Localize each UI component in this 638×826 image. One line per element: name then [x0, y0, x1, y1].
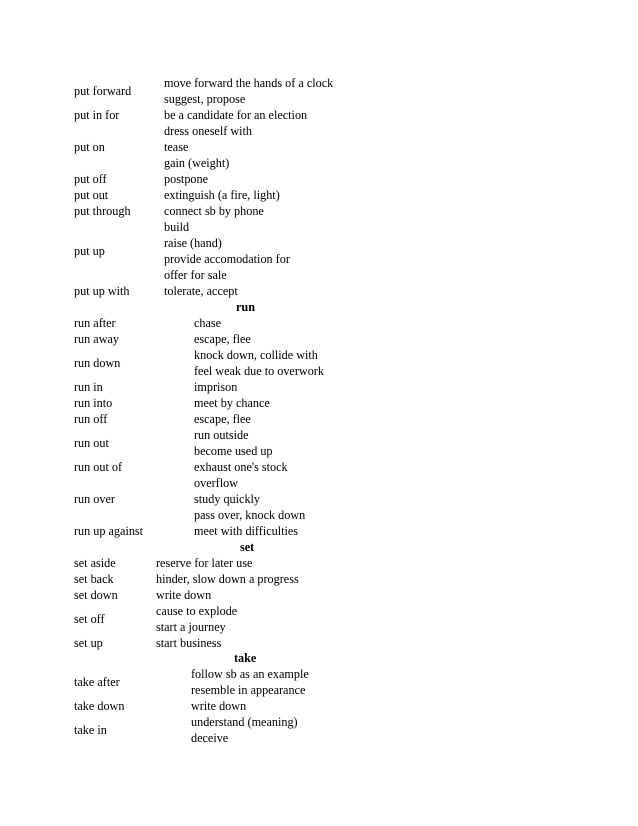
- entry-row: [74, 635, 564, 651]
- meaning: write down: [191, 699, 247, 713]
- meaning: connect sb by phone: [164, 204, 264, 218]
- entry-row: [74, 427, 564, 459]
- meaning: hinder, slow down a progress: [156, 572, 299, 586]
- phrasal-verb: set off: [74, 612, 105, 626]
- meanings: [156, 571, 299, 587]
- meanings: [194, 379, 237, 395]
- meaning: build: [164, 220, 190, 234]
- entry-row: [74, 459, 564, 475]
- meanings: [191, 714, 298, 746]
- entry-row: [74, 395, 564, 411]
- phrasal-verb: set back: [74, 572, 114, 586]
- phrasal-verb: put through: [74, 204, 131, 218]
- meaning: postpone: [164, 172, 209, 186]
- entry-row: [74, 347, 564, 379]
- phrasal-verb: take down: [74, 699, 125, 713]
- entry-row: [74, 315, 564, 331]
- meanings: [156, 555, 252, 571]
- meaning: start a journey: [156, 620, 226, 634]
- meaning: study quickly: [194, 492, 261, 506]
- meaning: overflow: [194, 476, 238, 490]
- meaning: tease: [164, 140, 189, 154]
- meaning: be a candidate for an election: [164, 108, 308, 122]
- meaning: deceive: [191, 731, 229, 745]
- meaning: provide accomodation for: [164, 252, 290, 266]
- meaning: become used up: [194, 444, 273, 458]
- meanings: [164, 75, 333, 107]
- meanings: [194, 523, 298, 539]
- meanings: [164, 283, 238, 299]
- meanings: [164, 123, 252, 171]
- phrasal-verb: set down: [74, 588, 118, 602]
- entry-row: [74, 603, 564, 635]
- meanings: [191, 666, 309, 698]
- meaning: pass over, knock down: [194, 508, 306, 522]
- entry-row: [74, 411, 564, 427]
- entry-row: [74, 475, 564, 523]
- meanings: [164, 187, 280, 203]
- phrasal-verb: put up: [74, 244, 105, 258]
- meanings: [194, 315, 221, 331]
- entry-row: [74, 379, 564, 395]
- meaning: feel weak due to overwork: [194, 364, 324, 378]
- meanings: [164, 219, 290, 283]
- phrasal-verb: put forward: [74, 84, 132, 98]
- meaning: understand (meaning): [191, 715, 298, 729]
- phrasal-verb: run after: [74, 316, 116, 330]
- phrasal-verb: run down: [74, 356, 121, 370]
- meaning: dress oneself with: [164, 124, 253, 138]
- phrasal-verb: run up against: [74, 524, 144, 538]
- phrasal-verb: run out of: [74, 460, 123, 474]
- meanings: [164, 171, 208, 187]
- entry-row: [74, 219, 564, 283]
- entry-row: [74, 75, 564, 107]
- entry-row: [74, 555, 564, 571]
- meaning: gain (weight): [164, 156, 230, 170]
- meanings: [156, 587, 211, 603]
- meaning: run outside: [194, 428, 249, 442]
- entry-row: [74, 714, 564, 746]
- entry-row: [74, 283, 564, 299]
- meanings: [194, 395, 270, 411]
- entry-row: [74, 698, 564, 714]
- phrasal-verb: put up with: [74, 284, 130, 298]
- phrasal-verb: run over: [74, 492, 115, 506]
- phrasal-verb: run into: [74, 396, 113, 410]
- meaning: imprison: [194, 380, 238, 394]
- phrasal-verb: run off: [74, 412, 108, 426]
- entry-row: [74, 123, 564, 171]
- meanings: [156, 635, 221, 651]
- phrasal-verb: take after: [74, 675, 120, 689]
- entry-row: [74, 203, 564, 219]
- meaning: meet by chance: [194, 396, 270, 410]
- meanings: [194, 459, 288, 475]
- phrasal-verb: run out: [74, 436, 109, 450]
- entry-row: [74, 587, 564, 603]
- section-heading: take: [234, 651, 257, 665]
- section-heading: run: [236, 300, 255, 314]
- entry-row: [74, 666, 564, 698]
- meaning: raise (hand): [164, 236, 222, 250]
- meanings: [194, 427, 273, 459]
- meanings: [191, 698, 246, 714]
- phrasal-verb: put out: [74, 188, 109, 202]
- meaning: extinguish (a fire, light): [164, 188, 280, 202]
- entry-row: [74, 571, 564, 587]
- phrasal-verb: put on: [74, 140, 105, 154]
- entry-row: [74, 107, 564, 123]
- meanings: [194, 475, 305, 523]
- meaning: start business: [156, 636, 222, 650]
- meaning: follow sb as an example: [191, 667, 309, 681]
- phrasal-verb: take in: [74, 723, 107, 737]
- meanings: [164, 203, 264, 219]
- section-heading: set: [240, 540, 255, 554]
- meanings: [194, 331, 251, 347]
- entry-row: [74, 523, 564, 539]
- meaning: suggest, propose: [164, 92, 246, 106]
- meaning: write down: [156, 588, 212, 602]
- meaning: escape, flee: [194, 332, 251, 346]
- meanings: [194, 347, 324, 379]
- meaning: offer for sale: [164, 268, 227, 282]
- meaning: knock down, collide with: [194, 348, 318, 362]
- meanings: [194, 411, 251, 427]
- meaning: reserve for later use: [156, 556, 253, 570]
- meaning: cause to explode: [156, 604, 238, 618]
- meanings: [164, 107, 307, 123]
- entry-row: [74, 331, 564, 347]
- entry-row: [74, 171, 564, 187]
- phrasal-verb: set up: [74, 636, 103, 650]
- meaning: tolerate, accept: [164, 284, 238, 298]
- phrasal-verb: put off: [74, 172, 107, 186]
- meaning: meet with difficulties: [194, 524, 299, 538]
- entry-row: [74, 187, 564, 203]
- meaning: chase: [194, 316, 222, 330]
- meaning: move forward the hands of a clock: [164, 76, 334, 90]
- phrasal-verb: put in for: [74, 108, 120, 122]
- phrasal-verb: set aside: [74, 556, 116, 570]
- phrasal-verb: run in: [74, 380, 103, 394]
- meaning: escape, flee: [194, 412, 251, 426]
- meanings: [156, 603, 237, 635]
- meaning: resemble in appearance: [191, 683, 306, 697]
- meaning: exhaust one's stock: [194, 460, 288, 474]
- phrasal-verb: run away: [74, 332, 120, 346]
